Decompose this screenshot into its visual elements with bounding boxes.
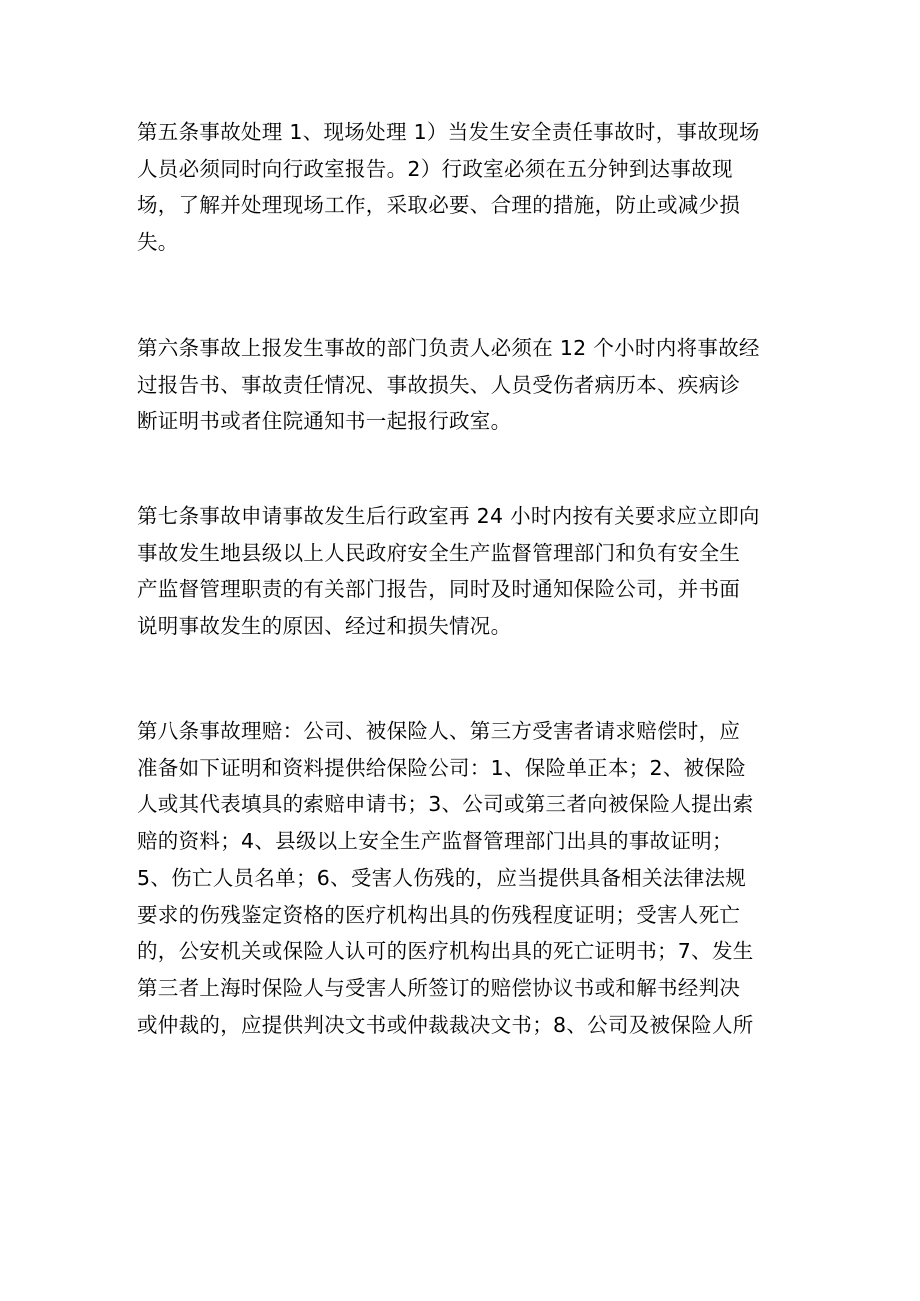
paragraph-line: 人员必须同时向行政室报告。2）行政室必须在五分钟到达事故现 <box>137 156 733 181</box>
paragraph-line: 赔的资料；4、县级以上安全生产监督管理部门出具的事故证明； <box>137 829 733 854</box>
paragraph-line: 准备如下证明和资料提供给保险公司：1、保险单正本；2、被保险 <box>137 755 747 780</box>
paragraph-line: 过报告书、事故责任情况、事故损失、人员受伤者病历本、疾病诊 <box>137 372 741 397</box>
paragraph-line: 第七条事故申请事故发生后行政室再 24 小时内按有关要求应立即向 <box>137 504 760 528</box>
paragraph-line: 断证明书或者住院通知书一起报行政室。 <box>137 409 512 434</box>
paragraph-article-8 <box>137 713 787 1043</box>
paragraph-line: 第三者上海时保险人与受害人所签订的赔偿协议书或和解书经判决 <box>137 975 741 1000</box>
paragraph-line: 场，了解并处理现场工作，采取必要、合理的措施，防止或减少损 <box>137 193 741 218</box>
paragraph-article-5 <box>137 114 787 261</box>
paragraph-article-7 <box>137 498 787 645</box>
paragraph-line: 要求的伤残鉴定资格的医疗机构出具的伤残程度证明；受害人死亡 <box>137 902 741 927</box>
paragraph-line: 或仲裁的，应提供判决文书或仲裁裁决文书；8、公司及被保险人所 <box>137 1012 754 1037</box>
paragraph-line: 第五条事故处理 1、现场处理 1）当发生安全责任事故时，事故现场 <box>137 120 760 144</box>
paragraph-line: 第八条事故理赔：公司、被保险人、第三方受害者请求赔偿时，应 <box>137 719 741 743</box>
paragraph-line: 产监督管理职责的有关部门报告，同时及时通知保险公司，并书面 <box>137 577 741 602</box>
paragraph-line: 人或其代表填具的索赔申请书；3、公司或第三者向被保险人提出索 <box>137 792 754 817</box>
paragraph-line: 说明事故发生的原因、经过和损失情况。 <box>137 614 512 639</box>
paragraph-article-6 <box>137 330 787 440</box>
paragraph-line: 事故发生地县级以上人民政府安全生产监督管理部门和负有安全生 <box>137 540 741 565</box>
paragraph-line: 失。 <box>137 230 179 255</box>
paragraph-line: 5、伤亡人员名单；6、受害人伤残的，应当提供具备相关法律法规 <box>137 865 747 890</box>
paragraph-line: 第六条事故上报发生事故的部门负责人必须在 12 个小时内将事故经 <box>137 336 760 360</box>
paragraph-line: 的，公安机关或保险人认可的医疗机构出具的死亡证明书；7、发生 <box>137 939 754 964</box>
